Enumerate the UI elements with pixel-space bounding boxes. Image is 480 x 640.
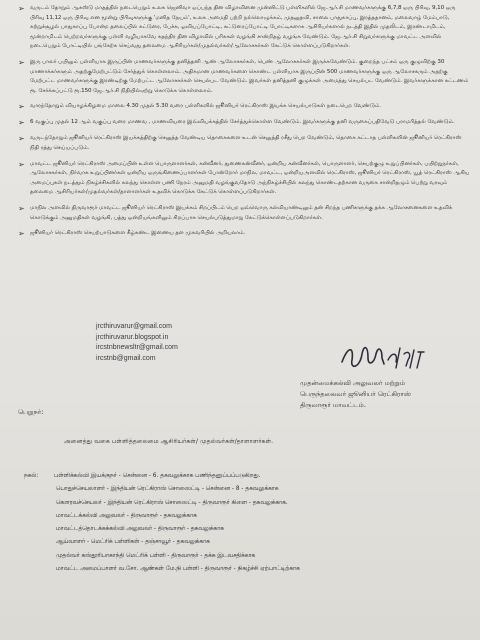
arrow-bullet-icon: ➢: [18, 134, 25, 144]
list-item-text: ஜூனியர் ரெட்கிராஸ் செயற்பாடுகளை கீழ்கண்ட இணைய தள முகவரியில் அறியலாம்.: [30, 230, 246, 237]
list-item-text: மாநில அளவில் திருவாரூர் மாவட்ட ஜூனியர் ரெட்கிராஸ் இயக்கம் சிறப்பிடம் பெற ஒவ்வொரு கல்வியாண்டிலும் தன் சிறந்த பணிகளுக்கு தக்க ஆலோசனைகளை உதவிக் கொடுக்கும் அனுமதிகள் வழங்கி, பத்து ஒன்றியங்களிலும் சிறப்பாக செயல்படுத்துமாறு கேட்டுக்கொள்ளப்படுகிறார்கள்.: [30, 204, 453, 221]
recipient-label: பெறுநர்:: [18, 408, 44, 416]
signatory-line: பெருந்தலைவர் ஜூனியர் ரெட்கிராஸ்: [300, 390, 411, 398]
handwritten-signature: [338, 340, 433, 374]
list-item-text: 6 வகுப்பு முதல் 12 ஆம் வகுப்பு வரை மாணவ , மாணவியரை இவ்வியக்கத்தில் சேர்த்துக்கொள்ள வேண்டும். இவர்களுக்கு தனி வருகைப்பதிவேடு பராமரித்தல் வேண்டும்.: [30, 119, 455, 126]
email-link[interactable]: jrcthiruvarur@gmail.com: [96, 323, 172, 330]
signatory-block: [300, 378, 411, 411]
instruction-list: [18, 4, 470, 245]
arrow-bullet-icon: ➢: [18, 229, 25, 239]
list-item-text: வருடந்தோறும் ஜூனியர் ரெட்கிராஸ் இயக்கத்திற்கு செலுத்த வேண்டிய தொகைகளை உடன் செலுத்தி ரசீது பெற வேண்டும், தொகை கட்டாத பள்ளிகளின் ஜூனியர் ரெட்கிராஸ் நிதி ரத்து செய்யப்படும்.: [30, 135, 462, 151]
list-item: [18, 58, 470, 96]
list-item-text: மாவட்ட ஜூனியர் ரெட்கிராஸ் அமைப்பின் உள்ள பொருளாளர்கள், கன்வீனர், துணைகன்வீனர், ஒன்றிய கன்வீனர்கள், பொருளாளர், செயற்குழு உறுப்பினர்கள், பயிற்றுநர்கள், ஆலோசகர்கள், நிர்வாக உறுப்பினர்கள் ஒன்றிய ஒருங்கிணைப்பாளர்கள் போன்றோர் மாநில, மாவட்ட, ஒன்றியஅளவில் ரெட்கிராஸ், ஜூனியர் ரெட்கிராஸ், யூத் ரெட்கிராஸ் ஆகிய அமைப்புகள் நடத்தும் நிகழ்ச்சிகளில் கலந்து கொள்ள பணி நேரம் அனுமதி வழங்குவதோடு அந்நிகழ்ச்சியில் கலந்து கொண்டதற்கான வருகை சான்றிதழும் பெற்று வரவும் தலைமை ஆசிரியர்கள்/முதல்வர்கள்/தாளாளர்கள் உதவிக் கொடுக்க கேட்டுக் கொள்ளப்படுகிறார்கள்.: [30, 160, 470, 196]
list-item-text: இரு பாலர் பயிலும் பள்ளியாக இருப்பின் மாணவர்களுக்கு தனித்தனி ஆண் ஆலோசகர்கள், பெண் ஆலோசகர்கள் இருக்கவேண்டும். குறைந்த பட்சம் ஒரு குழுவிற்கு 30 மாணாக்கர்களும் அதற்குமேற்பட்டும் சேர்த்துக் கொள்ளலாம். அதிகமான மாணவர்களை கொண்ட பள்ளியாக இருப்பின் 500 மாணவர்களுக்கு ஒரு ஆலோசகரும் அதற்கு மேற்பட்ட மாணவர்களுக்கு இரண்டிற்கு மேற்பட்ட ஆலோசகர்கள் செயல்பட வேண்டும். இவர்கள் தனித்தனி குழுக்கள் அமைத்து செயல்பட வேண்டும். இவர்களுக்கான கட்டணம் ரூ. சேர்க்கப்பட்டு ரூ.150 ஜே.ஆர்.சி நிதியில்ஏற்று கொடுக்க கொள்ளலாம்.: [30, 58, 469, 94]
arrow-bullet-icon: ➢: [18, 4, 25, 13]
email-link[interactable]: ircstnbnewsltr@gmail.com: [96, 344, 178, 351]
arrow-bullet-icon: ➢: [18, 203, 25, 213]
list-item: [18, 102, 470, 112]
copy-to-item: முதல்வர் கஸ்தூரிபாகாந்தி மெட்ரிக் பள்ளி - திருவாரூர் - தக்க இடவசதிக்காக: [56, 552, 256, 559]
blog-link[interactable]: jrcthiruvarur.blogspot.in: [96, 333, 169, 341]
arrow-bullet-icon: ➢: [18, 57, 25, 67]
list-item: [18, 204, 470, 223]
arrow-bullet-icon: ➢: [18, 102, 25, 112]
copy-to-section: [24, 470, 464, 576]
list-item: [18, 229, 470, 239]
copy-to-label: நகல்:: [24, 473, 39, 479]
email-link[interactable]: ircstnb@gmail.com: [96, 354, 156, 362]
arrow-bullet-icon: ➢: [18, 118, 25, 128]
copy-to-item: பள்ளிக்கல்வி இயக்குநர் - சென்னை - 6. தகவலுக்காக பணிந்தனுப்பப்படுகிறது.: [54, 473, 261, 479]
copy-to-item: மாவட்டத்தொடக்கக்கல்வி அலுவலர் - திருவாரூர் - தகவலுக்காக: [56, 526, 224, 533]
list-item-text: வருடம் தோறும் ஆகஸ்டு மாதத்தில் நடைபெறும் உலக ஜெனிவா ஒப்பந்த தின விழாவினை முன்னிட்டு பள்ளிகளில் ஜே.ஆர்.சி மாணவர்களுக்கு 6,7,8 ஒரு பிரிவு, 9,10 ஒரு பிரிவு 11,12 ஒரு பிரிவு என மூன்று பிரிவுகளுக்கு 'மனித நேயம்', உலக அமைதி பற்றி நல்லொழுக்கம், முதலுதவி, சாலை பாதுகாப்பு, இரத்ததானம், மலைவாழ் மேம்பாடு, சுற்றுச்சூழல் பாதுகாப்பு போன்ற தலைப்பில் கட்டுரை, பேச்சு, ஓவியப்போட்டி, கட்டுரைப்போட்டி போட்டிகளாக ஆசிரியர்களால் நடத்தி இதில் முதலிடம், இரண்டாமிடம், மூன்றாமிடம் பெற்றவர்களுக்கு பள்ளி வழியாகவே சுதந்திர தின விழாவில் பரிசுகள் வழங்கி சான்றிதழ் வழங்க வேண்டும். ஜே.ஆர்.சி சிறுவர்களுக்கு மாவட்ட அளவில் நடைபெறும் போட்டியில் பங்கேற்க செய்வது தலைமை ஆசிரியர்கள்/முதல்வர்கள்/ஆலோசகர்கள் கேட்டுக் கொள்ளப்படுகிறார்கள்.: [30, 5, 456, 50]
list-item: [18, 4, 470, 52]
copy-to-item: மாவட்ட அமைப்பாளர் வ.சோ. ஆண்கள் மே.நி பள்ளி - திருவாரூர் - நிகழ்ச்சி ஏற்பாட்டிற்காக: [56, 566, 300, 573]
website-links: [96, 322, 178, 364]
list-item-text: வாரந்தோறும் வியாழக்கிழமை மாலை 4.30 முதல் 5.30 வரை பள்ளிகளில் ஜூனியர் ரெட்கிராஸ் இயக்க செயல்பாடுகள் நடைபெற வேண்டும்.: [30, 103, 381, 110]
copy-to-item: மாவட்டக்கல்வி அலுவலர் - திருவாரூர் - தகவலுக்காக: [56, 512, 197, 519]
recipient-text: அனைத்து வகை பள்ளித்தலைமை ஆசிரியர்கள்/ முதல்வர்கள்/தாளாளர்கள்.: [64, 438, 274, 445]
copy-to-item: கௌரவச்செயலர் - இந்தியன் ரெட்கிராஸ் சொஸைட்டி - திருவாரூர் கிளை - தகவலுக்காக.: [56, 499, 288, 506]
list-item: [18, 160, 470, 198]
signatory-line: திருவாரூர் மாவட்டம்.: [300, 401, 366, 409]
signatory-line: முதன்மைக்கல்வி அலுவலர் மற்றும்: [300, 379, 406, 387]
copy-to-item: ஆய்வாளர் - மெட்ரிக் பள்ளிகள் - தஞ்சாவூர் - தகவலுக்காக: [56, 539, 210, 546]
arrow-bullet-icon: ➢: [18, 159, 25, 169]
list-item: [18, 134, 470, 153]
copy-to-item: பொதுச்செயலாளர் - இந்தியன் ரெட்கிராஸ் சொஸைட்டி - சென்னை - 8 - தகவலுக்காக: [56, 486, 279, 493]
list-item: [18, 118, 470, 128]
